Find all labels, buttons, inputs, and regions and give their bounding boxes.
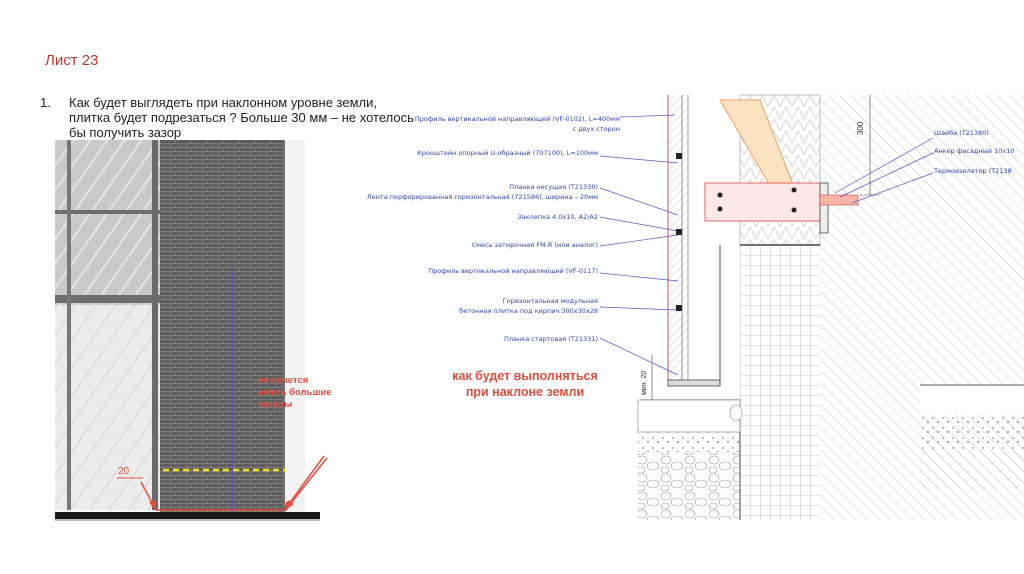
label-bearing-plank: Планка несущая (T21330) <box>509 183 598 191</box>
label-grout-mix: Смесь затирочная FM-R (или аналог) <box>471 241 598 249</box>
label-bracket: Кронштейн опорный U-образный (707100), L=100мм <box>417 149 598 157</box>
technical-drawing <box>366 95 1024 520</box>
label-two-sides: с двух сторон <box>572 125 620 133</box>
label-rivet: Заклепка 4,0х10, А2/А2 <box>517 213 598 221</box>
label-start-plank: Планка стартовая (T21331) <box>504 335 598 343</box>
dimension-20: 20 <box>118 466 130 477</box>
label-profile-vertical-1: Профиль вертикальной направляющей (VF-0102), L=400мм <box>414 115 620 123</box>
dimension-min: мин. 20 <box>641 370 648 395</box>
facade-photo <box>55 140 305 520</box>
label-horizontal-modular: Горизонтальная модульная <box>502 297 598 305</box>
label-washer: Шайба (T21380) <box>934 129 989 137</box>
red-arrow-right <box>270 450 330 520</box>
callout-note: не хочется иметь большие зазоры <box>258 375 332 410</box>
question-text: Как будет выглядеть при наклонном уровне земли, плитка будет подрезаться ? Больше 30 мм – не хотелось бы получить зазор <box>69 95 414 140</box>
facade-photo-illustration <box>55 140 305 520</box>
label-perforated-tape: Лента перфорированная горизонтальная (721586), ширина – 20мм <box>366 193 598 201</box>
drawing-red-note: как будет выполняться при наклоне земли <box>452 369 598 399</box>
ground-line <box>55 512 320 519</box>
label-thermo-isolator: Термоизолятор (T2138 <box>934 167 1012 175</box>
sheet-title: Лист 23 <box>45 52 99 69</box>
label-anchor: Анкер фасадный 10х10 <box>934 147 1015 155</box>
ground-shadow <box>55 519 320 521</box>
question-number: 1. <box>40 95 51 110</box>
label-concrete-tile: бетонная плитка под кирпич 300х30х28 <box>459 307 598 315</box>
dimension-top: 300 <box>856 121 865 135</box>
label-profile-vertical-2: Профиль вертикальной направляющей (VF-0117) <box>428 267 598 275</box>
